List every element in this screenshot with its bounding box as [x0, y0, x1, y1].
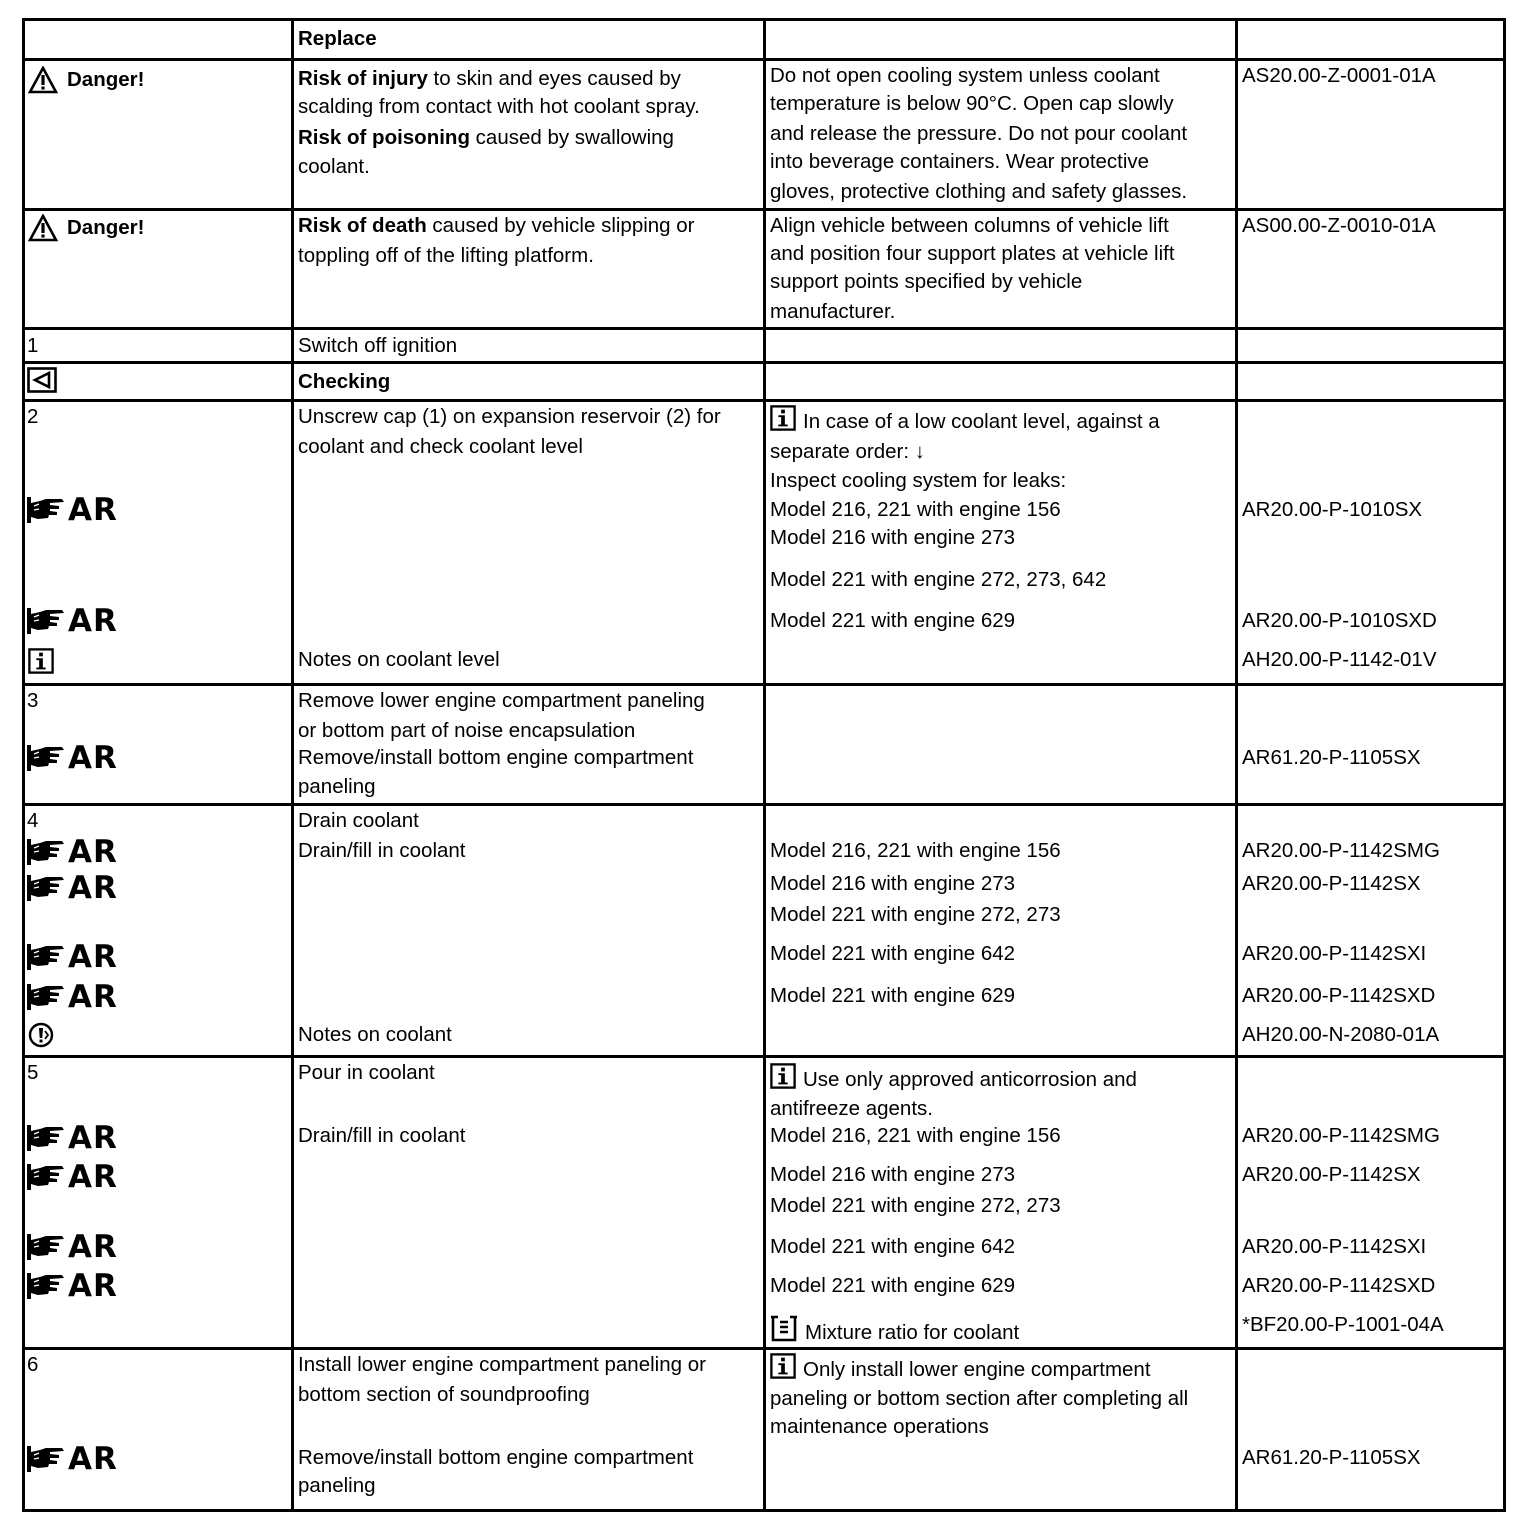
- risk-line: Risk of injury to skin and eyes caused by: [298, 67, 681, 90]
- danger-label: Danger!: [27, 65, 144, 94]
- step-text: Drain/fill in coolant: [298, 839, 466, 862]
- notes-text: Notes on coolant: [298, 1023, 452, 1046]
- measure-line: into beverage containers. Wear protective: [770, 150, 1150, 173]
- ar-reference-icon[interactable]: AR: [26, 1231, 118, 1263]
- pointing-hand-icon: [26, 1162, 66, 1192]
- reference-link[interactable]: AR20.00-P-1010SX: [1242, 498, 1423, 521]
- step-row-1: [25, 327, 1503, 361]
- step-text: paneling: [298, 775, 376, 798]
- info-note: paneling or bottom section after completing all: [770, 1387, 1189, 1410]
- model-line: Model 221 with engine 642: [770, 1235, 1016, 1258]
- ar-reference-icon[interactable]: AR: [26, 1122, 118, 1154]
- model-line: Model 216, 221 with engine 156: [770, 498, 1061, 521]
- warning-triangle-icon: [27, 214, 59, 242]
- section-title: Replace: [298, 27, 377, 50]
- pointing-hand-icon: [26, 982, 66, 1012]
- ar-reference-icon[interactable]: AR: [26, 742, 118, 774]
- reference-link[interactable]: AR20.00-P-1142SXI: [1242, 942, 1427, 965]
- ar-reference-icon[interactable]: AR: [26, 1161, 118, 1193]
- measure-line: support points specified by vehicle: [770, 270, 1083, 293]
- step-row-6: [25, 1347, 1503, 1509]
- reference-link[interactable]: AR61.20-P-1105SX: [1242, 746, 1421, 769]
- model-line: Model 216, 221 with engine 156: [770, 1124, 1061, 1147]
- step-row-3: [25, 683, 1503, 803]
- pointing-hand-icon: [26, 942, 66, 972]
- pointing-hand-icon: [26, 495, 66, 525]
- step-text: paneling: [298, 1474, 376, 1497]
- mixture-note[interactable]: Mixture ratio for coolant: [770, 1314, 1019, 1347]
- pointing-hand-icon: [26, 873, 66, 903]
- ar-reference-icon[interactable]: AR: [26, 872, 118, 904]
- risk-line: scalding from contact with hot coolant spray.: [298, 95, 700, 118]
- ar-reference-icon[interactable]: AR: [26, 1270, 118, 1302]
- risk-line: toppling off of the lifting platform.: [298, 244, 594, 267]
- info-icon: [770, 1353, 796, 1379]
- model-line: Model 221 with engine 629: [770, 1274, 1016, 1297]
- step-row-2: [25, 399, 1503, 683]
- mixture-ratio-icon: [770, 1314, 798, 1342]
- step-number: 2: [27, 405, 39, 428]
- step-text: Drain/fill in coolant: [298, 1124, 466, 1147]
- warning-triangle-icon: [27, 66, 59, 94]
- measure-line: and position four support plates at vehicle lift: [770, 242, 1175, 265]
- model-line: Model 221 with engine 272, 273: [770, 903, 1061, 926]
- info-note: separate order: ↓: [770, 440, 925, 463]
- reference-link[interactable]: AR61.20-P-1105SX: [1242, 1446, 1421, 1469]
- model-line: Model 216 with engine 273: [770, 1163, 1016, 1186]
- reference-link[interactable]: AR20.00-P-1142SXI: [1242, 1235, 1427, 1258]
- step-text: Unscrew cap (1) on expansion reservoir (2) for: [298, 405, 721, 428]
- ar-reference-icon[interactable]: AR: [26, 941, 118, 973]
- checking-label: Checking: [298, 370, 391, 393]
- notes-text: Notes on coolant level: [298, 648, 500, 671]
- measure-line: and release the pressure. Do not pour coolant: [770, 122, 1188, 145]
- info-note: Use only approved anticorrosion and: [770, 1063, 1137, 1094]
- step-number: 3: [27, 689, 39, 712]
- reference-link[interactable]: AR20.00-P-1142SXD: [1242, 984, 1436, 1007]
- danger-row-2: [25, 208, 1503, 327]
- step-row-4: [25, 803, 1503, 1055]
- caution-icon[interactable]: [28, 1022, 54, 1048]
- pointing-hand-icon: [26, 1123, 66, 1153]
- risk-line: Risk of poisoning caused by swallowing: [298, 126, 674, 149]
- model-line: Model 221 with engine 629: [770, 609, 1016, 632]
- reference-link[interactable]: *BF20.00-P-1001-04A: [1242, 1313, 1444, 1336]
- model-line: Model 216, 221 with engine 156: [770, 839, 1061, 862]
- ar-reference-icon[interactable]: AR: [26, 605, 118, 637]
- model-line: Model 216 with engine 273: [770, 526, 1016, 549]
- step-number: 1: [27, 334, 39, 357]
- step-text: Remove/install bottom engine compartment: [298, 746, 694, 769]
- info-note: maintenance operations: [770, 1415, 989, 1438]
- reference-link[interactable]: AH20.00-P-1142-01V: [1242, 648, 1437, 671]
- step-text: Drain coolant: [298, 809, 419, 832]
- model-line: Model 221 with engine 629: [770, 984, 1016, 1007]
- reference-link[interactable]: AR20.00-P-1142SMG: [1242, 1124, 1440, 1147]
- reference-link[interactable]: AR20.00-P-1142SX: [1242, 872, 1421, 895]
- info-icon: [770, 1063, 796, 1089]
- measure-line: temperature is below 90°C. Open cap slowly: [770, 92, 1174, 115]
- reference-link[interactable]: AS00.00-Z-0010-01A: [1242, 214, 1436, 237]
- model-line: Model 216 with engine 273: [770, 872, 1016, 895]
- info-note: In case of a low coolant level, against a: [770, 405, 1160, 436]
- header-row: [25, 21, 1503, 58]
- step-text: coolant and check coolant level: [298, 435, 583, 458]
- ar-reference-icon[interactable]: AR: [26, 981, 118, 1013]
- measure-line: Align vehicle between columns of vehicle lift: [770, 214, 1169, 237]
- danger-label: Danger!: [27, 213, 144, 242]
- step-text: Remove/install bottom engine compartment: [298, 1446, 694, 1469]
- step-number: 4: [27, 809, 39, 832]
- step-row-5: [25, 1055, 1503, 1347]
- measure-line: manufacturer.: [770, 300, 896, 323]
- ar-reference-icon[interactable]: AR: [26, 494, 118, 526]
- pointing-hand-icon: [26, 1444, 66, 1474]
- pointing-hand-icon: [26, 1232, 66, 1262]
- info-note: Inspect cooling system for leaks:: [770, 469, 1067, 492]
- back-arrow-icon: [27, 367, 57, 393]
- reference-link[interactable]: AR20.00-P-1142SMG: [1242, 839, 1440, 862]
- ar-reference-icon[interactable]: AR: [26, 1443, 118, 1475]
- checking-row: [25, 361, 1503, 399]
- reference-link[interactable]: AR20.00-P-1142SX: [1242, 1163, 1421, 1186]
- step-text: or bottom part of noise encapsulation: [298, 719, 636, 742]
- step-text: Install lower engine compartment paneling or: [298, 1353, 706, 1376]
- info-note: antifreeze agents.: [770, 1097, 933, 1120]
- measure-line: gloves, protective clothing and safety glasses.: [770, 180, 1188, 203]
- reference-link[interactable]: AR20.00-P-1142SXD: [1242, 1274, 1436, 1297]
- model-line: Model 221 with engine 642: [770, 942, 1016, 965]
- step-text: Pour in coolant: [298, 1061, 435, 1084]
- pointing-hand-icon: [26, 606, 66, 636]
- pointing-hand-icon: [26, 837, 66, 867]
- reference-link[interactable]: AS20.00-Z-0001-01A: [1242, 64, 1436, 87]
- pointing-hand-icon: [26, 743, 66, 773]
- reference-link[interactable]: AH20.00-N-2080-01A: [1242, 1023, 1440, 1046]
- info-note: Only install lower engine compartment: [770, 1353, 1151, 1384]
- step-text: Switch off ignition: [298, 334, 458, 357]
- model-line: Model 221 with engine 272, 273, 642: [770, 568, 1107, 591]
- step-text: bottom section of soundproofing: [298, 1383, 590, 1406]
- info-icon: [770, 405, 796, 431]
- repair-instruction-table: [22, 18, 1506, 1512]
- ar-reference-icon[interactable]: AR: [26, 836, 118, 868]
- model-line: Model 221 with engine 272, 273: [770, 1194, 1061, 1217]
- step-number: 6: [27, 1353, 39, 1376]
- step-text: Remove lower engine compartment paneling: [298, 689, 705, 712]
- measure-line: Do not open cooling system unless coolant: [770, 64, 1160, 87]
- risk-line: Risk of death caused by vehicle slipping or: [298, 214, 695, 237]
- reference-link[interactable]: AR20.00-P-1010SXD: [1242, 609, 1437, 632]
- step-number: 5: [27, 1061, 39, 1084]
- danger-row-1: [25, 58, 1503, 208]
- info-icon[interactable]: [28, 648, 54, 674]
- risk-line: coolant.: [298, 155, 370, 178]
- pointing-hand-icon: [26, 1271, 66, 1301]
